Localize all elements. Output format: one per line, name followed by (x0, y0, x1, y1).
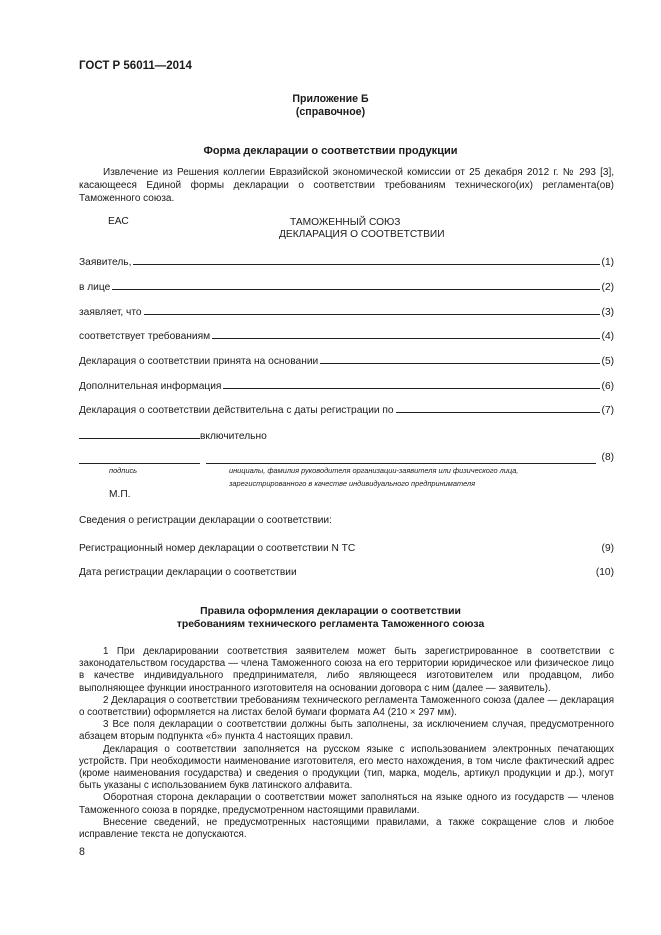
form-field-applicant (79, 254, 614, 268)
eac-mark: ЕАС (108, 216, 129, 227)
name-line (206, 463, 596, 464)
signature-line (79, 463, 200, 464)
registration-date-label: Дата регистрации декларации о соответствии (79, 567, 297, 578)
field-line (212, 337, 599, 339)
inclusive-line (79, 437, 200, 439)
rules-paragraph: 2 Декларация о соответствии требованиям технического регламента Таможенного союза (далее — декларация о соответствии) оформляется на листах белой бумаги формата А4 (210 × 297 мм). (79, 694, 614, 719)
registration-number-label: Регистрационный номер декларации о соответствии N ТС (79, 543, 356, 554)
rules-title-line-2: требованиям технического регламента Таможенного союза (176, 619, 485, 630)
form-field-basis (79, 353, 614, 367)
field-label: Дополнительная информация (79, 381, 222, 392)
registration-date-row (79, 564, 614, 578)
field-label: Заявитель, (79, 257, 132, 268)
registration-title: Сведения о регистрации декларации о соответствии: (79, 515, 332, 526)
field-number: (4) (601, 331, 614, 342)
field-number: (8) (601, 452, 614, 463)
inclusive-row (79, 428, 267, 442)
name-caption-2: зарегистрированного в качестве индивидуального предпринимателя (229, 479, 476, 488)
signature-row (79, 452, 614, 466)
standard-header: ГОСТ Р 56011—2014 (79, 60, 192, 72)
field-line (320, 362, 599, 364)
rules-paragraph: Внесение сведений, не предусмотренных настоящими правилами, а также сокращение слов и любое исправление текста не допускаются. (79, 816, 614, 841)
rules-body (79, 646, 614, 841)
field-number: (2) (601, 282, 614, 293)
form-field-valid-until (79, 402, 614, 416)
field-label: в лице (79, 282, 111, 293)
field-label: соответствует требованиям (79, 331, 211, 342)
field-number: (9) (601, 543, 614, 554)
customs-union-title: ТАМОЖЕННЫЙ СОЮЗ (290, 217, 401, 228)
field-label: Декларация о соответствии действительна с даты регистрации по (79, 405, 394, 416)
field-label: Декларация о соответствии принята на основании (79, 356, 319, 367)
appendix-heading (0, 93, 661, 119)
field-line (133, 263, 599, 265)
form-field-requirements (79, 328, 614, 342)
page-number: 8 (79, 846, 85, 858)
field-number: (10) (595, 567, 614, 578)
appendix-subtitle: (справочное) (295, 106, 366, 118)
declaration-title: ДЕКЛАРАЦИЯ О СООТВЕТСТВИИ (279, 229, 445, 240)
field-number: (7) (601, 405, 614, 416)
form-title: Форма декларации о соответствии продукции (203, 145, 458, 157)
rules-paragraph: 3 Все поля декларации о соответствии должны быть заполнены, за исключением случая, предусмотренного абзацем вторым подпункта «б» пункта 4 настоящих правил. (79, 719, 614, 743)
appendix-title: Приложение Б (292, 93, 369, 105)
rules-heading (0, 605, 661, 631)
field-number: (6) (601, 381, 614, 392)
rules-paragraph: Оборотная сторона декларации о соответствии может заполняться на языке одного из государств — членов Таможенного союза в порядке, предусмотренном настоящими правилами. (79, 792, 614, 816)
field-line (144, 313, 600, 315)
field-label: заявляет, что (79, 307, 142, 318)
field-number: (3) (601, 307, 614, 318)
signature-caption: подпись (109, 466, 138, 475)
rules-title-line-1: Правила оформления декларации о соответствии (200, 606, 461, 617)
form-field-declares (79, 304, 614, 318)
field-line (112, 288, 599, 290)
field-line (223, 387, 599, 389)
field-number: (5) (601, 356, 614, 367)
field-number: (1) (601, 257, 614, 268)
form-field-additional-info (79, 378, 614, 392)
inclusive-label: включительно (200, 431, 267, 442)
registration-number-row (79, 540, 614, 554)
form-field-represented-by (79, 279, 614, 293)
stamp-label: М.П. (109, 489, 131, 500)
rules-paragraph: Декларация о соответствии заполняется на русском языке с использованием электронных печатающих устройств. При необходимости наименование изготовителя, его место нахождения, в том числе фактический адрес (кроме наименования государства) и сведения о продукции (тип, марка, модель, артикул продукции и др.), могут быть указаны с использованием букв латинского алфавита. (79, 743, 614, 792)
name-caption-1: инициалы, фамилия руководителя организации-заявителя или физического лица, (229, 466, 519, 475)
field-line (396, 411, 600, 413)
rules-paragraph: 1 При декларировании соответствия заявителем может быть зарегистрированное в соответствии с законодательством государства — члена Таможенного союза на его территории юридическое или физическое лицо в качестве индивидуального предпринимателя, либо являющееся изготовителем или продавцом, либо выполняющее функции иностранного изготовителя на основании договора с ним (далее — заявитель). (79, 646, 614, 694)
intro-text: Извлечение из Решения коллегии Евразийской экономической комиссии от 25 декабря 2012 г. № 293 [3], касающееся Единой формы декларации о соответствии требованиям технического(их) регламента(ов) Таможенного союза. (79, 167, 614, 204)
